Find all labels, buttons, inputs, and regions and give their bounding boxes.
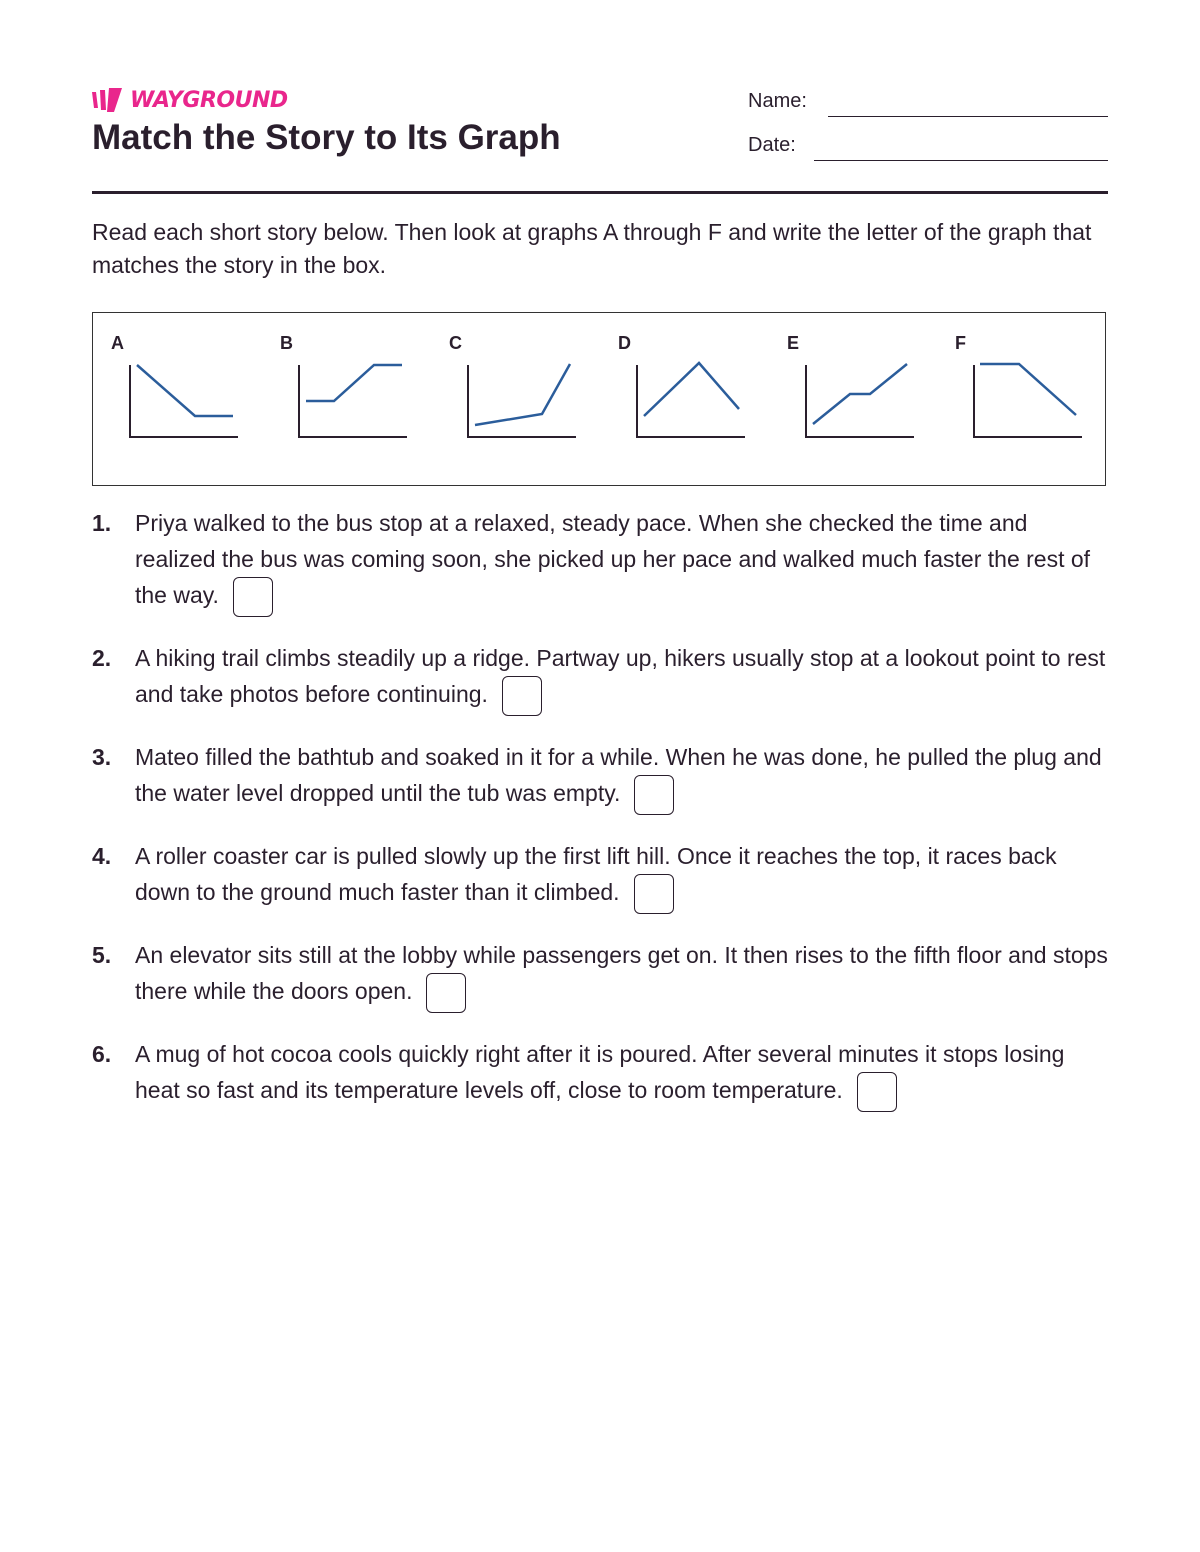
- answer-box-3[interactable]: [634, 775, 674, 815]
- question-2: [92, 640, 1108, 716]
- question-text: Mateo filled the bathtub and soaked in it for a while. When he was done, he pulled the plug and the water level dropped until the tub was empty.: [135, 744, 1102, 807]
- graph-label-c: C: [449, 333, 462, 353]
- question-number: 3.: [92, 744, 112, 770]
- question-text: A mug of hot cocoa cools quickly right after it is poured. After several minutes it stops losing heat so fast and its temperature levels off, close to room temperature.: [135, 1041, 1065, 1104]
- page-title: Match the Story to Its Graph: [92, 118, 561, 157]
- question-6: [92, 1036, 1108, 1112]
- date-label: Date:: [748, 134, 796, 156]
- instructions: Read each short story below. Then look at graphs A through F and write the letter of the graph that matches the story in the box.: [92, 219, 1092, 278]
- graph-b: [298, 353, 418, 443]
- brand-name: WAYGROUND: [130, 87, 288, 113]
- name-label: Name:: [748, 90, 807, 112]
- question-4: [92, 838, 1108, 914]
- graph-e: [805, 353, 925, 443]
- question-number: 6.: [92, 1041, 112, 1067]
- wayground-logo-icon: [92, 88, 122, 112]
- answer-box-4[interactable]: [634, 874, 674, 914]
- graph-d: [636, 353, 756, 443]
- brand-logo: [92, 86, 288, 114]
- graph-panel: [92, 312, 1106, 486]
- question-number: 1.: [92, 510, 112, 536]
- question-number: 5.: [92, 942, 112, 968]
- graph-label-b: B: [280, 333, 293, 353]
- question-number: 2.: [92, 645, 112, 671]
- answer-box-6[interactable]: [857, 1072, 897, 1112]
- name-line[interactable]: [828, 116, 1108, 117]
- answer-box-1[interactable]: [233, 577, 273, 617]
- question-text: A hiking trail climbs steadily up a ridge. Partway up, hikers usually stop at a lookout point to rest and take photos before continuing.: [135, 645, 1106, 708]
- question-number: 4.: [92, 843, 112, 869]
- question-1: [92, 505, 1108, 617]
- graph-label-a: A: [111, 333, 124, 353]
- question-3: [92, 739, 1108, 815]
- question-list: [92, 505, 1108, 1135]
- answer-box-2[interactable]: [502, 676, 542, 716]
- question-text: Priya walked to the bus stop at a relaxed, steady pace. When she checked the time and realized the bus was coming soon, she picked up her pace and walked much faster the rest of the way.: [135, 510, 1091, 609]
- question-text: A roller coaster car is pulled slowly up the first lift hill. Once it reaches the top, it races back down to the ground much faster than it climbed.: [135, 843, 1057, 906]
- answer-box-5[interactable]: [426, 973, 466, 1013]
- graph-f: [973, 353, 1093, 443]
- header-divider: [92, 191, 1108, 194]
- graph-c: [467, 353, 587, 443]
- graph-a: [129, 353, 249, 443]
- graph-label-d: D: [618, 333, 631, 353]
- graph-label-e: E: [787, 333, 800, 353]
- question-5: [92, 937, 1108, 1013]
- question-text: An elevator sits still at the lobby while passengers get on. It then rises to the fifth floor and stops there while the doors open.: [135, 942, 1108, 1005]
- graph-label-f: F: [955, 333, 966, 353]
- date-line[interactable]: [814, 160, 1108, 161]
